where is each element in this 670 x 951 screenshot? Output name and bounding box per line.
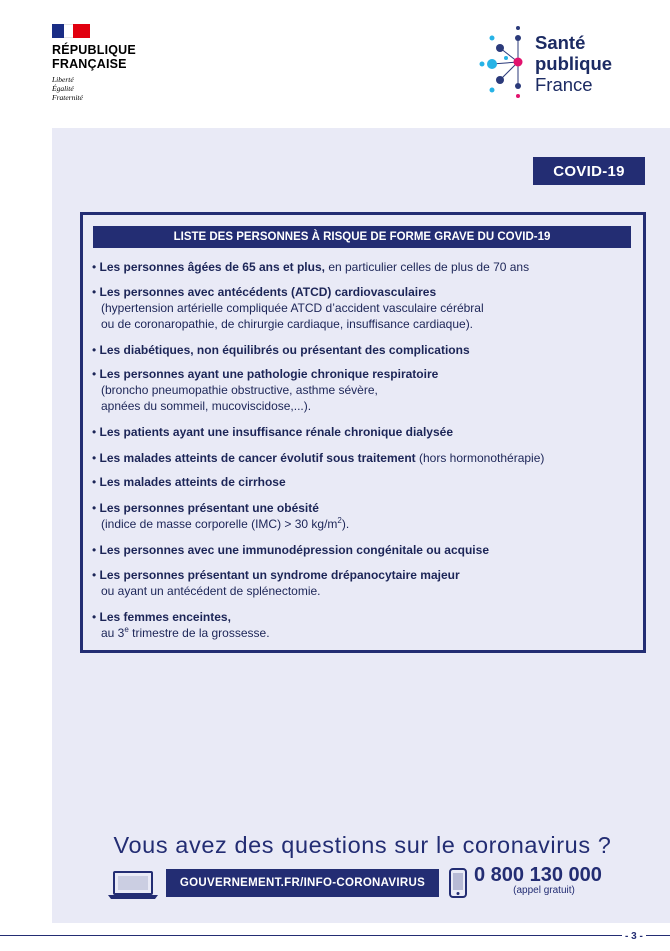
item-rest: (hors hormonothérapie) [415, 451, 545, 465]
phone-note: (appel gratuit) [513, 885, 575, 896]
risk-list-title: LISTE DES PERSONNES À RISQUE DE FORME GRAVE DU COVID-19 [93, 226, 631, 248]
laptop-icon [106, 870, 160, 900]
item-bold: Les personnes présentant une obésité [99, 501, 319, 515]
item-detail: (hypertension artérielle compliquée ATCD d’accident vasculaire cérébral [101, 301, 484, 315]
sante-line2: publique [535, 53, 613, 74]
list-item: • Les personnes âgées de 65 ans et plus, en particulier celles de plus de 70 ans [92, 260, 530, 274]
list-item: • Les patients ayant une insuffisance rénale chronique dialysée [92, 425, 453, 439]
sante-line1: Santé [535, 32, 586, 53]
list-item: • Les personnes avec antécédents (ATCD) cardiovasculaires (hypertension artérielle compliquée ATCD d’accident vasculaire cérébral ou de coronaropathie, de chirurgie cardiaque, insuffisance cardiaque). [92, 284, 642, 332]
list-item: • Les personnes ayant une pathologie chronique respiratoire (broncho pneumopathie obstructive, asthme sévère, apnées du sommeil, mucoviscidose,...). [92, 366, 642, 414]
french-flag-icon [52, 24, 90, 38]
list-item: • Les personnes présentant un syndrome drépanocytaire majeur ou ayant un antécédent de splénectomie. [92, 567, 642, 599]
item-bold: Les personnes présentant un syndrome drépanocytaire majeur [99, 568, 460, 582]
item-bold: Les diabétiques, non équilibrés ou présentant des complications [99, 343, 470, 357]
smartphone-icon [448, 868, 468, 898]
covid-badge: COVID-19 [533, 157, 645, 185]
list-item: • Les diabétiques, non équilibrés ou présentant des complications [92, 343, 470, 357]
item-bold: Les personnes avec une immunodépression congénitale ou acquise [99, 543, 489, 557]
item-bold: Les malades atteints de cirrhose [99, 475, 286, 489]
item-bold: Les personnes ayant une pathologie chronique respiratoire [99, 367, 439, 381]
republique-motto [52, 75, 162, 102]
questions-heading: Vous avez des questions sur le coronavirus ? [113, 832, 612, 858]
motto-liberte: Liberté [52, 75, 74, 84]
motto-egalite: Égalité [52, 84, 74, 93]
list-item: • Les malades atteints de cancer évolutif sous traitement (hors hormonothérapie) [92, 451, 545, 465]
item-bold: Les femmes enceintes, [99, 610, 231, 624]
republique-name-line2: FRANÇAISE [52, 57, 127, 71]
item-detail: ou de coronaropathie, de chirurgie cardiaque, insuffisance cardiaque). [101, 317, 474, 331]
item-bold: Les malades atteints de cancer évolutif sous traitement [99, 451, 416, 465]
info-url-link[interactable]: GOUVERNEMENT.FR/INFO-CORONAVIRUS [166, 869, 439, 897]
motto-fraternite: Fraternité [52, 93, 83, 102]
item-bold: Les personnes avec antécédents (ATCD) cardiovasculaires [99, 285, 437, 299]
item-detail: ou ayant un antécédent de splénectomie. [101, 584, 321, 598]
item-detail: (broncho pneumopathie obstructive, asthme sévère, [101, 383, 378, 397]
item-detail: (indice de masse corporelle (IMC) > 30 $kg/m^2$). [101, 516, 350, 531]
sante-publique-france-logo [478, 24, 638, 108]
sante-line3: France [535, 74, 593, 95]
item-bold: Les patients ayant une insuffisance rénale chronique dialysée [99, 425, 453, 439]
item-detail: apnées du sommeil, mucoviscidose,...). [101, 399, 312, 413]
item-rest: en particulier celles de plus de 70 ans [324, 260, 530, 274]
republique-name-line1: RÉPUBLIQUE [52, 43, 136, 57]
list-item: • Les personnes avec une immunodépression congénitale ou acquise [92, 543, 489, 557]
republique-francaise-logo [52, 24, 162, 102]
sante-publique-text [535, 32, 612, 95]
item-bold: Les personnes âgées de 65 ans et plus, [99, 260, 325, 274]
list-item: • Les personnes présentant une obésité (indice de masse corporelle (IMC) > 30 $kg/m^2$). [92, 500, 642, 532]
list-item: • Les femmes enceintes, au 3e trimestre de la grossesse. [92, 609, 642, 641]
list-item: • Les malades atteints de cirrhose [92, 475, 286, 489]
item-detail: au 3e trimestre de la grossesse. [101, 625, 270, 640]
page-number: - 3 - [622, 931, 646, 942]
phone-number[interactable]: 0 800 130 000 [474, 864, 602, 886]
bottom-divider [0, 935, 670, 936]
network-dots-icon [478, 24, 532, 108]
